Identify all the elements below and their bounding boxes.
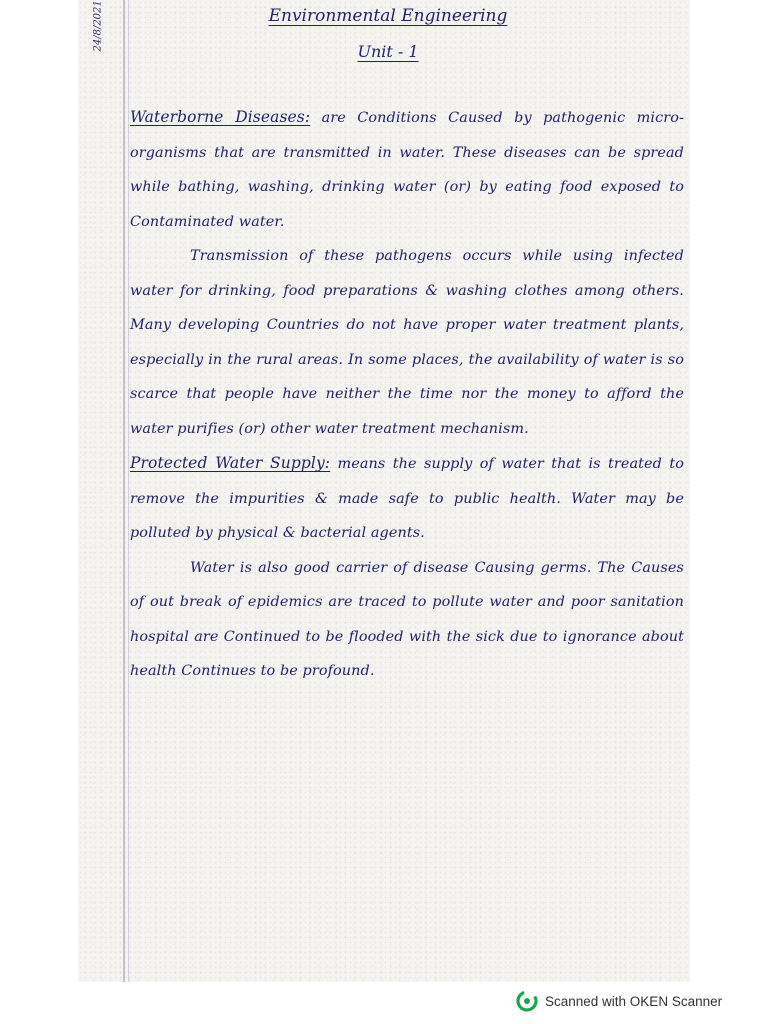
notes-body	[130, 100, 684, 689]
heading-protected-water-supply: Protected Water Supply:	[130, 454, 331, 472]
margin-line-inner	[128, 0, 129, 982]
notebook-page	[78, 0, 690, 982]
paragraph-transmission	[130, 239, 684, 446]
page-title: Environmental Engineering	[268, 6, 508, 26]
unit-heading: Unit - 1	[357, 42, 419, 61]
paragraph-protected-water-supply	[130, 446, 684, 551]
heading-waterborne-diseases: Waterborne Diseases:	[130, 108, 311, 126]
page-date: 24/8/2021	[92, 0, 104, 52]
scanner-watermark-label: Scanned with OKEN Scanner	[545, 993, 723, 1009]
text-disease-carrier: Water is also good carrier of disease Causing germs. The Causes of out break of epidemics are traced to pollute water and poor sanitation hospital are Continued to be flooded with the sick due to ignorance about health Continues to be profound.	[130, 559, 684, 679]
oken-scanner-logo-icon	[516, 990, 538, 1012]
text-transmission: Transmission of these pathogens occurs while using infected water for drinking, food preparations & washing clothes among others. Many developing Countries do not have proper water treatment plants, especially in the rural areas. In some places, the availability of water is so scarce that people have neither the time nor the money to afford the water purifies (or) other water treatment mechanism.	[130, 248, 684, 437]
margin-line	[123, 0, 125, 982]
paragraph-waterborne-diseases	[130, 100, 684, 239]
text-waterborne-diseases: are Conditions Caused by pathogenic micro-organisms that are transmitted in water. These diseases can be spread while bathing, washing, drinking water (or) by eating food exposed to Contaminated water.	[130, 110, 684, 230]
paragraph-disease-carrier	[130, 551, 684, 689]
text-protected-water-supply: means the supply of water that is treated to remove the impurities & made safe to public health. Water may be polluted by physical & bacterial agents.	[130, 456, 685, 541]
scanner-watermark	[516, 990, 722, 1012]
